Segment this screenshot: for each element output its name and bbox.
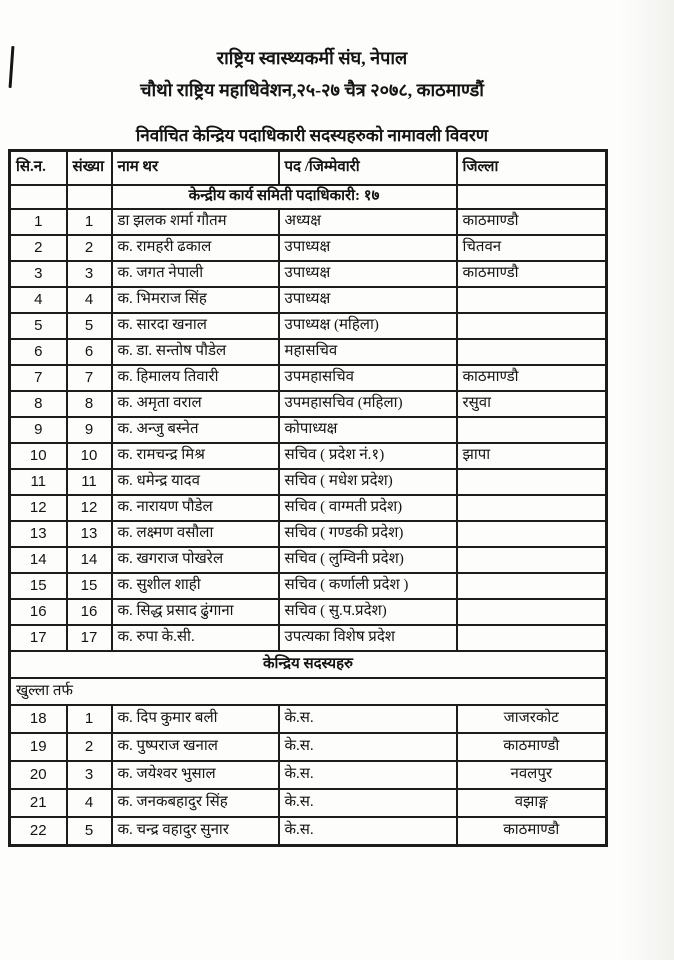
cell-number: 13 — [67, 521, 112, 547]
cell-position: के.स. — [279, 789, 457, 817]
cell-name: क. भिमराज सिंह — [112, 287, 279, 313]
cell-position: सचिव ( मधेश प्रदेश) — [279, 469, 457, 495]
cell-sn: 4 — [10, 287, 67, 313]
cell-sn: 9 — [10, 417, 67, 443]
cell-name: क. जगत नेपाली — [112, 261, 279, 287]
document-header — [0, 48, 624, 146]
cell-number: 15 — [67, 573, 112, 599]
cell-number: 8 — [67, 391, 112, 417]
cell-name: क. लक्ष्मण वसौला — [112, 521, 279, 547]
cell-position: उपाध्यक्ष — [279, 261, 457, 287]
cell-name: क. सिद्ध प्रसाद ढुंगाना — [112, 599, 279, 625]
cell-name: क. दिप कुमार बली — [112, 705, 279, 733]
table-row — [10, 443, 607, 469]
cell-district — [457, 313, 607, 339]
cell-sn: 15 — [10, 573, 67, 599]
cell-number: 1 — [67, 705, 112, 733]
cell-sn: 1 — [10, 209, 67, 235]
cell-number: 6 — [67, 339, 112, 365]
cell-name: क. हिमालय तिवारी — [112, 365, 279, 391]
cell-number: 12 — [67, 495, 112, 521]
org-title: राष्ट्रिय स्वास्थ्यकर्मी संघ, नेपाल — [216, 48, 408, 68]
cell-number: 3 — [67, 761, 112, 789]
open-category-row — [10, 678, 607, 705]
cell-sn: 3 — [10, 261, 67, 287]
cell-sn: 10 — [10, 443, 67, 469]
cell-position: उपत्यका विशेष प्रदेश — [279, 625, 457, 651]
list-subtitle: निर्वाचित केन्द्रिय पदाधिकारी सदस्यहरुको नामावली विवरण — [135, 126, 489, 146]
table-row — [10, 235, 607, 261]
cell-sn: 5 — [10, 313, 67, 339]
cell-sn: 12 — [10, 495, 67, 521]
cell-sn: 21 — [10, 789, 67, 817]
cell-position: सचिव ( वाग्मती प्रदेश) — [279, 495, 457, 521]
cell-district: जाजरकोट — [457, 705, 607, 733]
members-section-row — [10, 651, 607, 678]
cell-position: कोपाध्यक्ष — [279, 417, 457, 443]
officials-section-title: केन्द्रीय कार्य समिती पदाधिकारी: १७ — [112, 185, 457, 209]
cell-number: 9 — [67, 417, 112, 443]
cell-number: 1 — [67, 209, 112, 235]
cell-position: के.स. — [279, 817, 457, 846]
cell-number: 16 — [67, 599, 112, 625]
header-name: नाम थर — [112, 151, 279, 186]
open-category-label: खुल्ला तर्फ — [10, 678, 607, 705]
cell-sn: 18 — [10, 705, 67, 733]
header-sn: सि.न. — [10, 151, 67, 186]
convention-title: चौथो राष्ट्रिय महाधिवेशन,२५-२७ चैत्र २०७८, काठमाण्डौं — [140, 79, 484, 100]
cell-district: काठमाण्डौ — [457, 365, 607, 391]
cell-name: क. धमेन्द्र यादव — [112, 469, 279, 495]
cell-position: उपाध्यक्ष — [279, 287, 457, 313]
table-row — [10, 339, 607, 365]
cell-district — [457, 495, 607, 521]
cell-name: क. रामचन्द्र मिश्र — [112, 443, 279, 469]
cell-district — [457, 625, 607, 651]
cell-position: सचिव ( गण्डकी प्रदेश) — [279, 521, 457, 547]
cell-position: उपाध्यक्ष (महिला) — [279, 313, 457, 339]
cell-position: सचिव ( कर्णाली प्रदेश ) — [279, 573, 457, 599]
cell-name: क. अन्जु बस्नेत — [112, 417, 279, 443]
cell-district — [457, 521, 607, 547]
cell-position: उपाध्यक्ष — [279, 235, 457, 261]
officials-section-row — [10, 185, 607, 209]
cell-name: क. सारदा खनाल — [112, 313, 279, 339]
cell-position: उपमहासचिव (महिला) — [279, 391, 457, 417]
cell-number: 7 — [67, 365, 112, 391]
cell-sn: 13 — [10, 521, 67, 547]
cell-number: 4 — [67, 287, 112, 313]
table-row — [10, 261, 607, 287]
cell-name: क. पुष्पराज खनाल — [112, 733, 279, 761]
cell-sn: 19 — [10, 733, 67, 761]
table-row — [10, 789, 607, 817]
table-row — [10, 495, 607, 521]
table-row — [10, 313, 607, 339]
cell-position: सचिव ( सु.प.प्रदेश) — [279, 599, 457, 625]
cell-district — [457, 339, 607, 365]
empty-cell — [10, 185, 67, 209]
cell-name: क. रुपा के.सी. — [112, 625, 279, 651]
cell-district: रसुवा — [457, 391, 607, 417]
cell-district — [457, 417, 607, 443]
table-row — [10, 817, 607, 846]
table-row — [10, 417, 607, 443]
empty-cell — [67, 185, 112, 209]
cell-sn: 11 — [10, 469, 67, 495]
cell-number: 17 — [67, 625, 112, 651]
cell-sn: 6 — [10, 339, 67, 365]
cell-sn: 16 — [10, 599, 67, 625]
cell-district: काठमाण्डौ — [457, 733, 607, 761]
header-position: पद /जिम्मेवारी — [279, 151, 457, 186]
cell-number: 2 — [67, 235, 112, 261]
cell-position: सचिव ( प्रदेश नं.१) — [279, 443, 457, 469]
cell-number: 2 — [67, 733, 112, 761]
table-row — [10, 705, 607, 733]
cell-sn: 22 — [10, 817, 67, 846]
cell-name: क. अमृता वराल — [112, 391, 279, 417]
cell-district: झापा — [457, 443, 607, 469]
table-row — [10, 547, 607, 573]
cell-position: के.स. — [279, 761, 457, 789]
cell-number: 14 — [67, 547, 112, 573]
cell-district: काठमाण्डौ — [457, 261, 607, 287]
table-row — [10, 521, 607, 547]
cell-number: 3 — [67, 261, 112, 287]
cell-number: 4 — [67, 789, 112, 817]
cell-name: क. चन्द्र वहादुर सुनार — [112, 817, 279, 846]
cell-number: 5 — [67, 817, 112, 846]
table-row — [10, 573, 607, 599]
cell-number: 5 — [67, 313, 112, 339]
header-district: जिल्ला — [457, 151, 607, 186]
table-row — [10, 599, 607, 625]
cell-position: के.स. — [279, 733, 457, 761]
roster-table — [8, 149, 608, 847]
cell-sn: 14 — [10, 547, 67, 573]
cell-name: क. नारायण पौडेल — [112, 495, 279, 521]
cell-district: वझाङ्ग — [457, 789, 607, 817]
cell-district: काठमाण्डौ — [457, 817, 607, 846]
members-section-title: केन्द्रिय सदस्यहरु — [10, 651, 607, 678]
cell-name: क. खगराज पोखरेल — [112, 547, 279, 573]
cell-name: क. जयेश्वर भुसाल — [112, 761, 279, 789]
table-row — [10, 209, 607, 235]
cell-position: महासचिव — [279, 339, 457, 365]
header-row — [10, 151, 607, 186]
cell-name: डा झलक शर्मा गौतम — [112, 209, 279, 235]
cell-district — [457, 547, 607, 573]
table-row — [10, 365, 607, 391]
table-row — [10, 625, 607, 651]
cell-district: चितवन — [457, 235, 607, 261]
table-row — [10, 287, 607, 313]
cell-sn: 7 — [10, 365, 67, 391]
cell-position: के.स. — [279, 705, 457, 733]
cell-position: सचिव ( लुम्विनी प्रदेश) — [279, 547, 457, 573]
cell-district: काठमाण्डौ — [457, 209, 607, 235]
cell-district: नवलपुर — [457, 761, 607, 789]
cell-number: 11 — [67, 469, 112, 495]
cell-position: अध्यक्ष — [279, 209, 457, 235]
cell-district — [457, 469, 607, 495]
cell-name: क. सुशील शाही — [112, 573, 279, 599]
table-row — [10, 469, 607, 495]
cell-district — [457, 573, 607, 599]
cell-name: क. जनकबहादुर सिंह — [112, 789, 279, 817]
cell-district — [457, 599, 607, 625]
table-row — [10, 733, 607, 761]
cell-sn: 8 — [10, 391, 67, 417]
cell-number: 10 — [67, 443, 112, 469]
cell-name: क. डा. सन्तोष पौडेल — [112, 339, 279, 365]
cell-sn: 20 — [10, 761, 67, 789]
cell-sn: 2 — [10, 235, 67, 261]
cell-district — [457, 287, 607, 313]
empty-cell — [457, 185, 607, 209]
header-number: संख्या — [67, 151, 112, 186]
table-row — [10, 761, 607, 789]
cell-position: उपमहासचिव — [279, 365, 457, 391]
cell-sn: 17 — [10, 625, 67, 651]
cell-name: क. रामहरी ढकाल — [112, 235, 279, 261]
table-row — [10, 391, 607, 417]
